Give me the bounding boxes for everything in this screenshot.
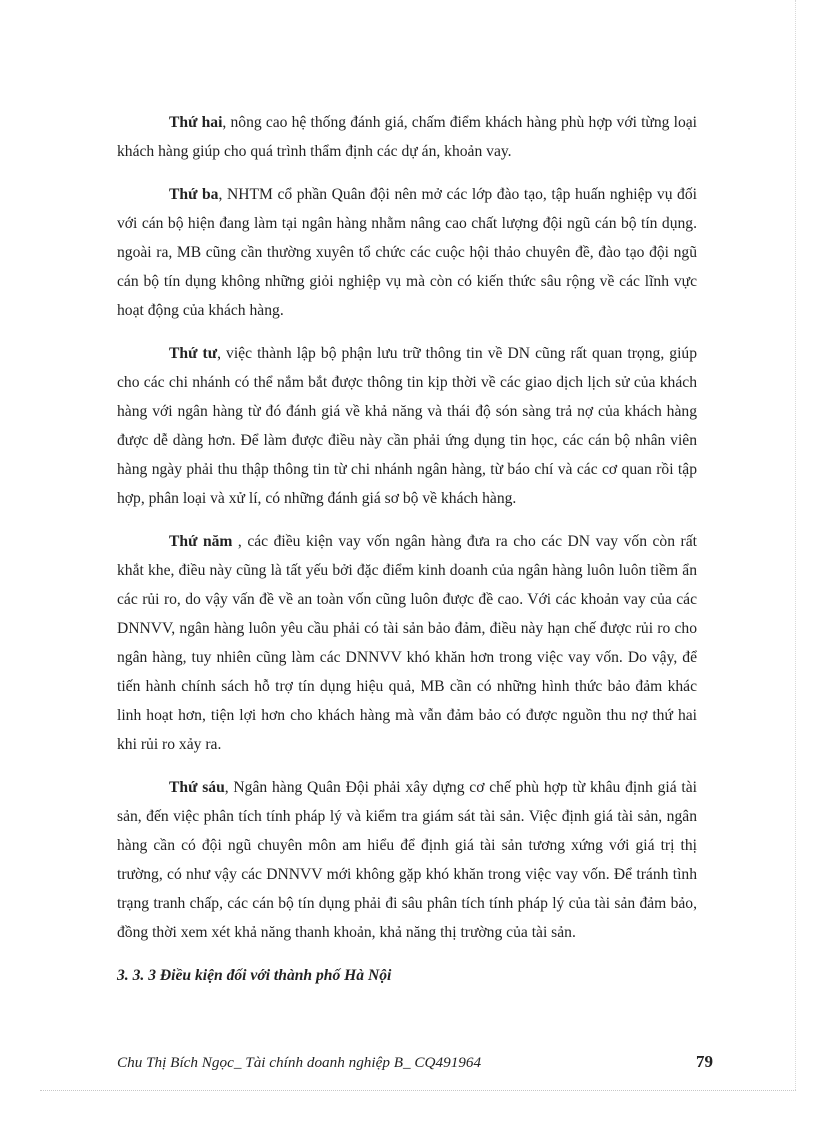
footer-rule	[40, 1090, 796, 1091]
paragraph-text: , Ngân hàng Quân Đội phải xây dựng cơ chế phù hợp từ khâu định giá tài sản, đến việc phân tích tính pháp lý và kiểm tra giám sát tài sản. Việc định giá tài sản, ngân hàng cần có đội ngũ chuyên môn am hiểu để định giá tài sản tương xứng với giá trị thị trường, có như vậy các DNNVV mới không gặp khó khăn trong việc vay vốn. Để tránh tình trạng tranh chấp, các cán bộ tín dụng phải đi sâu phân tích tính pháp lý của tài sản đảm bảo, đồng thời xem xét khả năng thanh khoản, khả năng thị trường của tài sản.	[117, 779, 697, 941]
page-footer	[117, 1049, 713, 1079]
paragraph-lead: Thứ hai	[169, 114, 223, 131]
paragraph-thu-sau	[117, 773, 697, 947]
paragraph-thu-ba	[117, 180, 697, 325]
footer-author-text: Chu Thị Bích Ngọc_ Tài chính doanh nghiệp B_ CQ491964	[117, 1054, 482, 1071]
paragraph-thu-tu	[117, 339, 697, 513]
paragraph-lead: Thứ tư	[169, 345, 218, 362]
page-edge-rule	[795, 0, 796, 1090]
paragraph-lead: Thứ ba	[169, 186, 219, 203]
page-number: 79	[696, 1052, 713, 1071]
paragraph-thu-nam	[117, 527, 697, 759]
paragraph-text: , các điều kiện vay vốn ngân hàng đưa ra cho các DN vay vốn còn rất khắt khe, điều này cũng là tất yếu bởi đặc điểm kinh doanh của ngân hàng luôn luôn tiềm ẩn các rủi ro, do vậy vấn đề về an toàn vốn cũng luôn được đề cao. Với các khoản vay của các DNNVV, ngân hàng luôn yêu cầu phải có tài sản bảo đảm, điều này hạn chế được rủi ro cho ngân hàng, tuy nhiên cũng làm các DNNVV khó khăn hơn trong việc vay vốn. Do vậy, để tiến hành chính sách hỗ trợ tín dụng hiệu quả, MB cần có những hình thức bảo đảm khác linh hoạt hơn, tiện lợi hơn cho khách hàng mà vẫn đảm bảo có được nguồn thu nợ thứ hai khi rủi ro xảy ra.	[117, 533, 697, 753]
paragraph-text: , NHTM cổ phần Quân đội nên mở các lớp đào tạo, tập huấn nghiệp vụ đối với cán bộ hiện đang làm tại ngân hàng nhằm nâng cao chất lượng đội ngũ cán bộ tín dụng. ngoài ra, MB cũng cần thường xuyên tổ chức các cuộc hội thảo chuyên đề, đào tạo đội ngũ cán bộ tín dụng không những giỏi nghiệp vụ mà còn có kiến thức sâu rộng về các lĩnh vực hoạt động của khách hàng.	[117, 186, 697, 319]
paragraph-lead: Thứ năm	[169, 533, 233, 550]
section-heading: 3. 3. 3 Điều kiện đối với thành phố Hà Nội	[117, 967, 392, 984]
paragraph-text: , nông cao hệ thống đánh giá, chấm điểm khách hàng phù hợp với từng loại khách hàng giúp cho quá trình thẩm định các dự án, khoản vay.	[117, 114, 697, 160]
paragraph-thu-hai	[117, 108, 697, 166]
paragraph-lead: Thứ sáu	[169, 779, 225, 796]
paragraph-text: , việc thành lập bộ phận lưu trữ thông tin về DN cũng rất quan trọng, giúp cho các chi nhánh có thể nắm bắt được thông tin kịp thời về các giao dịch lịch sử của khách hàng với ngân hàng từ đó đánh giá về khả năng và thái độ són sàng trả nợ của khách hàng được dễ dàng hơn. Để làm được điều này cần phải ứng dụng tin học, các cán bộ nhân viên hàng ngày phải thu thập thông tin từ chi nhánh ngân hàng, từ báo chí và các cơ quan rồi tập hợp, phân loại và xử lí, có những đánh giá sơ bộ về khách hàng.	[117, 345, 698, 507]
document-body	[117, 108, 697, 990]
